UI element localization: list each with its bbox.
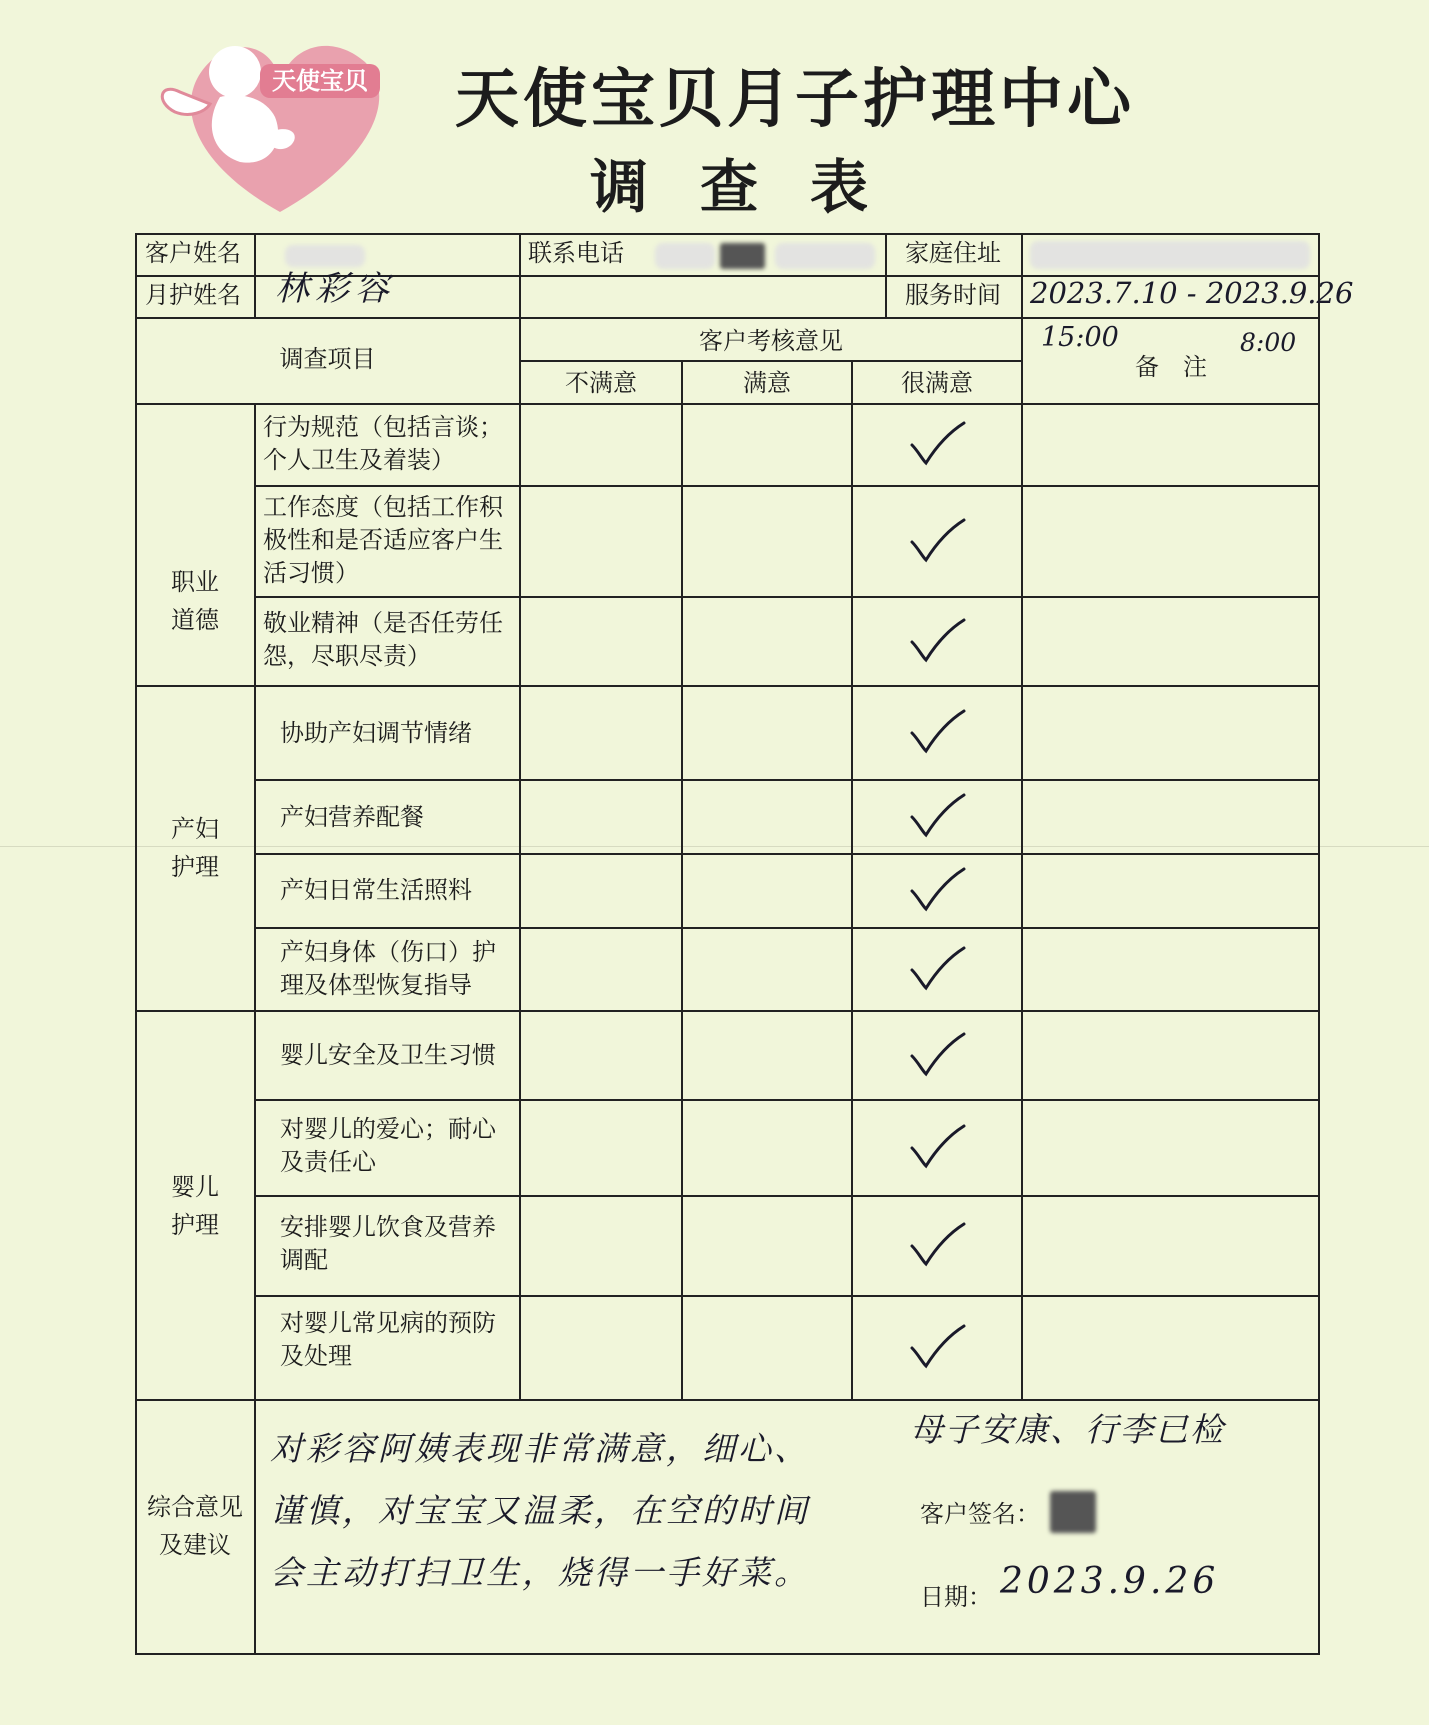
phone-redaction-dark	[720, 243, 765, 269]
nanny-name-value: 林彩容	[275, 269, 395, 309]
page-title: 天使宝贝月子护理中心	[455, 63, 1135, 137]
item-daily-care: 产妇日常生活照料	[280, 876, 472, 904]
unsatisfied-header: 不满意	[565, 369, 637, 397]
check-mark-icon	[906, 616, 968, 664]
check-mark-icon	[906, 791, 968, 839]
nanny-name-label: 月护姓名	[145, 281, 241, 309]
phone-redaction-light-2	[775, 243, 875, 269]
page-subtitle: 调查表	[590, 153, 921, 221]
address-redaction	[1030, 241, 1310, 269]
check-mark-icon	[906, 1322, 968, 1370]
very-satisfied-header: 很满意	[901, 369, 973, 397]
check-mark-icon	[906, 1122, 968, 1170]
service-start-hour: 15:00	[1041, 322, 1119, 353]
section-label-professional-ethics: 职业 道德	[171, 568, 219, 634]
svg-text:天使宝贝: 天使宝贝	[272, 67, 368, 95]
service-time-value: 2023.7.10 - 2023.9.26	[1030, 276, 1354, 310]
item-behavior-norms: 行为规范（包括言谈；个人卫生及着装）	[263, 413, 503, 474]
satisfied-header: 满意	[743, 369, 791, 397]
customer-name-label: 客户姓名	[145, 239, 241, 267]
item-baby-love: 对婴儿的爱心；耐心及责任心	[280, 1115, 496, 1176]
item-baby-illness: 对婴儿常见病的预防及处理	[280, 1309, 496, 1370]
check-mark-icon	[906, 707, 968, 755]
address-label: 家庭住址	[905, 239, 1001, 267]
check-mark-icon	[906, 516, 968, 564]
item-nutrition-meals: 产妇营养配餐	[280, 803, 424, 831]
customer-name-redaction	[285, 245, 365, 267]
phone-redaction-light	[655, 243, 715, 269]
item-body-recovery: 产妇身体（伤口）护理及体型恢复指导	[280, 938, 496, 999]
section-label-baby-care: 婴儿 护理	[171, 1173, 219, 1239]
section-label-mother-care: 产妇 护理	[171, 815, 219, 881]
signature-redaction	[1050, 1491, 1096, 1533]
item-mood-support: 协助产妇调节情绪	[280, 719, 472, 747]
service-end-hour: 8:00	[1240, 328, 1297, 357]
check-mark-icon	[906, 944, 968, 992]
check-mark-icon	[906, 1030, 968, 1078]
check-mark-icon	[906, 865, 968, 913]
date-value: 2023.9.26	[1000, 1561, 1220, 1602]
item-work-attitude: 工作态度（包括工作积极性和是否适应客户生活习惯）	[263, 493, 503, 587]
item-dedication: 敬业精神（是否任劳任怨，尽职尽责）	[263, 609, 503, 670]
phone-label: 联系电话	[528, 239, 624, 267]
service-time-label: 服务时间	[905, 281, 1001, 309]
survey-item-header: 调查项目	[279, 345, 376, 373]
item-baby-diet: 安排婴儿饮食及营养调配	[280, 1213, 496, 1274]
angel-heart-logo	[150, 12, 410, 222]
summary-comment: 对彩容阿姨表现非常满意，细心、谨慎，对宝宝又温柔，在空的时间会主动打扫卫生，烧得一手好菜。	[270, 1429, 810, 1592]
survey-form	[135, 233, 1354, 1656]
summary-label: 综合意见 及建议	[147, 1493, 243, 1559]
remarks-header: 备 注	[1135, 353, 1207, 381]
summary-remark: 母子安康、行李已检	[910, 1410, 1225, 1449]
item-baby-safety: 婴儿安全及卫生习惯	[280, 1041, 496, 1069]
date-label: 日期：	[920, 1583, 992, 1611]
opinion-header: 客户考核意见	[699, 327, 843, 355]
check-mark-icon	[906, 1220, 968, 1268]
check-mark-icon	[906, 419, 968, 467]
signature-label: 客户签名：	[920, 1500, 1040, 1528]
